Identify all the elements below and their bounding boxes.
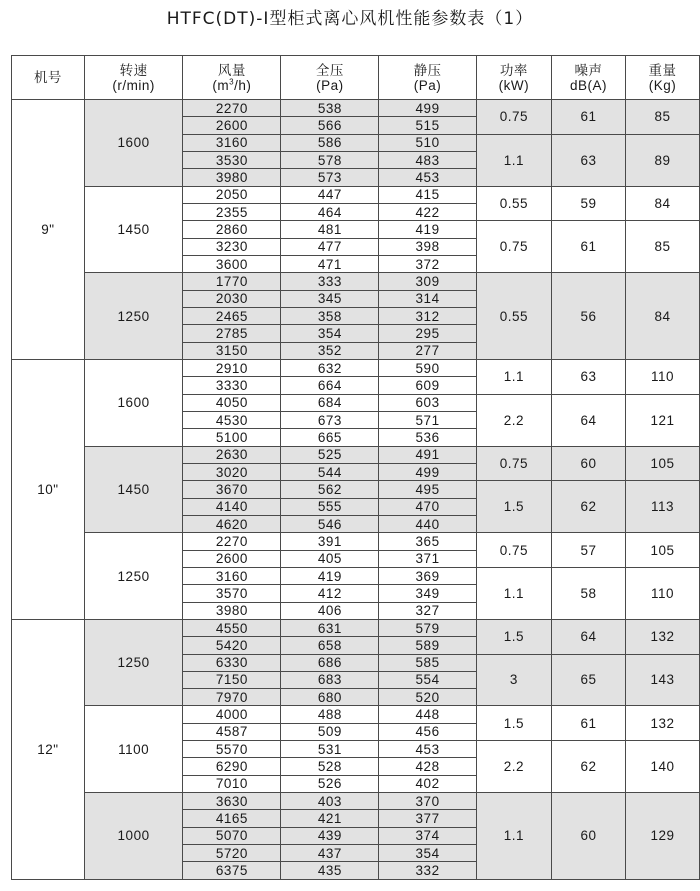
airflow-cell: 3330 bbox=[183, 377, 281, 394]
static-pressure-cell: 585 bbox=[379, 654, 477, 671]
airflow-cell: 3150 bbox=[183, 342, 281, 359]
total-pressure-cell: 531 bbox=[281, 741, 379, 758]
static-pressure-cell: 374 bbox=[379, 827, 477, 844]
power-cell: 0.75 bbox=[476, 221, 551, 273]
speed-cell: 1600 bbox=[84, 100, 182, 187]
airflow-cell: 2630 bbox=[183, 446, 281, 463]
airflow-cell: 3980 bbox=[183, 169, 281, 186]
header-weight: 重量 (Kg) bbox=[626, 56, 700, 100]
header-static-pressure: 静压 (Pa) bbox=[379, 56, 477, 100]
airflow-cell: 4530 bbox=[183, 411, 281, 428]
airflow-cell: 5070 bbox=[183, 827, 281, 844]
static-pressure-cell: 499 bbox=[379, 100, 477, 117]
airflow-cell: 2785 bbox=[183, 325, 281, 342]
static-pressure-cell: 453 bbox=[379, 741, 477, 758]
static-pressure-cell: 456 bbox=[379, 723, 477, 740]
airflow-cell: 2270 bbox=[183, 100, 281, 117]
power-cell: 1.1 bbox=[476, 567, 551, 619]
total-pressure-cell: 665 bbox=[281, 429, 379, 446]
noise-cell: 61 bbox=[551, 221, 625, 273]
airflow-cell: 3630 bbox=[183, 793, 281, 810]
total-pressure-cell: 471 bbox=[281, 255, 379, 272]
noise-cell: 61 bbox=[551, 706, 625, 741]
airflow-cell: 3600 bbox=[183, 255, 281, 272]
noise-cell: 64 bbox=[551, 619, 625, 654]
airflow-cell: 3570 bbox=[183, 585, 281, 602]
static-pressure-cell: 398 bbox=[379, 238, 477, 255]
airflow-cell: 4140 bbox=[183, 498, 281, 515]
static-pressure-cell: 402 bbox=[379, 775, 477, 792]
model-cell: 12" bbox=[12, 619, 85, 879]
static-pressure-cell: 491 bbox=[379, 446, 477, 463]
total-pressure-cell: 352 bbox=[281, 342, 379, 359]
static-pressure-cell: 609 bbox=[379, 377, 477, 394]
total-pressure-cell: 573 bbox=[281, 169, 379, 186]
total-pressure-cell: 673 bbox=[281, 411, 379, 428]
static-pressure-cell: 483 bbox=[379, 151, 477, 168]
power-cell: 2.2 bbox=[476, 394, 551, 446]
power-cell: 1.1 bbox=[476, 793, 551, 880]
table-row bbox=[12, 446, 700, 463]
static-pressure-cell: 590 bbox=[379, 359, 477, 376]
noise-cell: 60 bbox=[551, 793, 625, 880]
table-row bbox=[12, 793, 700, 810]
power-cell: 0.75 bbox=[476, 100, 551, 135]
total-pressure-cell: 686 bbox=[281, 654, 379, 671]
static-pressure-cell: 554 bbox=[379, 671, 477, 688]
total-pressure-cell: 406 bbox=[281, 602, 379, 619]
airflow-cell: 3530 bbox=[183, 151, 281, 168]
airflow-cell: 5570 bbox=[183, 741, 281, 758]
header-model: 机号 bbox=[12, 56, 85, 100]
noise-cell: 58 bbox=[551, 567, 625, 619]
static-pressure-cell: 515 bbox=[379, 117, 477, 134]
static-pressure-cell: 312 bbox=[379, 307, 477, 324]
total-pressure-cell: 555 bbox=[281, 498, 379, 515]
weight-cell: 85 bbox=[626, 221, 700, 273]
speed-cell: 1250 bbox=[84, 273, 182, 360]
static-pressure-cell: 520 bbox=[379, 689, 477, 706]
static-pressure-cell: 419 bbox=[379, 221, 477, 238]
total-pressure-cell: 403 bbox=[281, 793, 379, 810]
total-pressure-cell: 421 bbox=[281, 810, 379, 827]
static-pressure-cell: 589 bbox=[379, 637, 477, 654]
airflow-cell: 6375 bbox=[183, 862, 281, 879]
total-pressure-cell: 658 bbox=[281, 637, 379, 654]
airflow-cell: 4165 bbox=[183, 810, 281, 827]
noise-cell: 64 bbox=[551, 394, 625, 446]
total-pressure-cell: 526 bbox=[281, 775, 379, 792]
total-pressure-cell: 684 bbox=[281, 394, 379, 411]
airflow-cell: 3670 bbox=[183, 481, 281, 498]
weight-cell: 113 bbox=[626, 481, 700, 533]
total-pressure-cell: 631 bbox=[281, 619, 379, 636]
table-row bbox=[12, 273, 700, 290]
table-row bbox=[12, 706, 700, 723]
table-row bbox=[12, 100, 700, 117]
static-pressure-cell: 372 bbox=[379, 255, 477, 272]
airflow-cell: 2030 bbox=[183, 290, 281, 307]
airflow-cell: 6330 bbox=[183, 654, 281, 671]
total-pressure-cell: 354 bbox=[281, 325, 379, 342]
weight-cell: 105 bbox=[626, 533, 700, 568]
static-pressure-cell: 440 bbox=[379, 515, 477, 532]
static-pressure-cell: 370 bbox=[379, 793, 477, 810]
static-pressure-cell: 377 bbox=[379, 810, 477, 827]
airflow-cell: 7970 bbox=[183, 689, 281, 706]
airflow-cell: 6290 bbox=[183, 758, 281, 775]
total-pressure-cell: 528 bbox=[281, 758, 379, 775]
noise-cell: 60 bbox=[551, 446, 625, 481]
weight-cell: 105 bbox=[626, 446, 700, 481]
airflow-cell: 2355 bbox=[183, 203, 281, 220]
header-power: 功率 (kW) bbox=[476, 56, 551, 100]
airflow-cell: 5720 bbox=[183, 845, 281, 862]
total-pressure-cell: 546 bbox=[281, 515, 379, 532]
weight-cell: 84 bbox=[626, 273, 700, 360]
static-pressure-cell: 349 bbox=[379, 585, 477, 602]
noise-cell: 61 bbox=[551, 100, 625, 135]
static-pressure-cell: 415 bbox=[379, 186, 477, 203]
header-speed: 转速 (r/min) bbox=[84, 56, 182, 100]
total-pressure-cell: 405 bbox=[281, 550, 379, 567]
weight-cell: 84 bbox=[626, 186, 700, 221]
power-cell: 0.55 bbox=[476, 186, 551, 221]
total-pressure-cell: 683 bbox=[281, 671, 379, 688]
weight-cell: 110 bbox=[626, 567, 700, 619]
table-row bbox=[12, 186, 700, 203]
total-pressure-cell: 447 bbox=[281, 186, 379, 203]
airflow-cell: 2860 bbox=[183, 221, 281, 238]
total-pressure-cell: 586 bbox=[281, 134, 379, 151]
airflow-cell: 7150 bbox=[183, 671, 281, 688]
power-cell: 0.55 bbox=[476, 273, 551, 360]
power-cell: 1.5 bbox=[476, 706, 551, 741]
airflow-cell: 2600 bbox=[183, 117, 281, 134]
model-cell: 9" bbox=[12, 100, 85, 360]
static-pressure-cell: 536 bbox=[379, 429, 477, 446]
total-pressure-cell: 333 bbox=[281, 273, 379, 290]
airflow-cell: 1770 bbox=[183, 273, 281, 290]
weight-cell: 132 bbox=[626, 619, 700, 654]
power-cell: 1.1 bbox=[476, 134, 551, 186]
airflow-cell: 3980 bbox=[183, 602, 281, 619]
airflow-cell: 4000 bbox=[183, 706, 281, 723]
static-pressure-cell: 369 bbox=[379, 567, 477, 584]
total-pressure-cell: 680 bbox=[281, 689, 379, 706]
power-cell: 1.5 bbox=[476, 481, 551, 533]
power-cell: 2.2 bbox=[476, 741, 551, 793]
total-pressure-cell: 538 bbox=[281, 100, 379, 117]
speed-cell: 1000 bbox=[84, 793, 182, 880]
total-pressure-cell: 562 bbox=[281, 481, 379, 498]
noise-cell: 62 bbox=[551, 481, 625, 533]
airflow-cell: 2050 bbox=[183, 186, 281, 203]
static-pressure-cell: 470 bbox=[379, 498, 477, 515]
static-pressure-cell: 571 bbox=[379, 411, 477, 428]
total-pressure-cell: 464 bbox=[281, 203, 379, 220]
noise-cell: 63 bbox=[551, 359, 625, 394]
total-pressure-cell: 632 bbox=[281, 359, 379, 376]
power-cell: 1.1 bbox=[476, 359, 551, 394]
static-pressure-cell: 422 bbox=[379, 203, 477, 220]
airflow-cell: 3020 bbox=[183, 463, 281, 480]
static-pressure-cell: 453 bbox=[379, 169, 477, 186]
total-pressure-cell: 578 bbox=[281, 151, 379, 168]
weight-cell: 85 bbox=[626, 100, 700, 135]
total-pressure-cell: 439 bbox=[281, 827, 379, 844]
noise-cell: 56 bbox=[551, 273, 625, 360]
total-pressure-cell: 358 bbox=[281, 307, 379, 324]
airflow-cell: 3160 bbox=[183, 134, 281, 151]
noise-cell: 62 bbox=[551, 741, 625, 793]
speed-cell: 1600 bbox=[84, 359, 182, 446]
speed-cell: 1100 bbox=[84, 706, 182, 793]
page-title: HTFC(DT)-Ⅰ型柜式离心风机性能参数表（1） bbox=[166, 9, 534, 29]
table-row bbox=[12, 619, 700, 636]
weight-cell: 89 bbox=[626, 134, 700, 186]
static-pressure-cell: 295 bbox=[379, 325, 477, 342]
airflow-cell: 3230 bbox=[183, 238, 281, 255]
static-pressure-cell: 428 bbox=[379, 758, 477, 775]
static-pressure-cell: 510 bbox=[379, 134, 477, 151]
total-pressure-cell: 481 bbox=[281, 221, 379, 238]
static-pressure-cell: 309 bbox=[379, 273, 477, 290]
total-pressure-cell: 544 bbox=[281, 463, 379, 480]
airflow-cell: 4050 bbox=[183, 394, 281, 411]
power-cell: 0.75 bbox=[476, 533, 551, 568]
power-cell: 3 bbox=[476, 654, 551, 706]
static-pressure-cell: 277 bbox=[379, 342, 477, 359]
airflow-cell: 2910 bbox=[183, 359, 281, 376]
static-pressure-cell: 354 bbox=[379, 845, 477, 862]
airflow-cell: 4620 bbox=[183, 515, 281, 532]
total-pressure-cell: 566 bbox=[281, 117, 379, 134]
static-pressure-cell: 332 bbox=[379, 862, 477, 879]
weight-cell: 129 bbox=[626, 793, 700, 880]
table-header-row bbox=[12, 56, 700, 100]
noise-cell: 57 bbox=[551, 533, 625, 568]
static-pressure-cell: 365 bbox=[379, 533, 477, 550]
table-row bbox=[12, 533, 700, 550]
total-pressure-cell: 525 bbox=[281, 446, 379, 463]
total-pressure-cell: 419 bbox=[281, 567, 379, 584]
total-pressure-cell: 477 bbox=[281, 238, 379, 255]
static-pressure-cell: 371 bbox=[379, 550, 477, 567]
header-total-pressure: 全压 (Pa) bbox=[281, 56, 379, 100]
speed-cell: 1250 bbox=[84, 533, 182, 620]
model-cell: 10" bbox=[12, 359, 85, 619]
noise-cell: 63 bbox=[551, 134, 625, 186]
total-pressure-cell: 412 bbox=[281, 585, 379, 602]
total-pressure-cell: 435 bbox=[281, 862, 379, 879]
speed-cell: 1450 bbox=[84, 186, 182, 273]
airflow-cell: 4550 bbox=[183, 619, 281, 636]
static-pressure-cell: 579 bbox=[379, 619, 477, 636]
airflow-cell: 3160 bbox=[183, 567, 281, 584]
noise-cell: 65 bbox=[551, 654, 625, 706]
weight-cell: 132 bbox=[626, 706, 700, 741]
static-pressure-cell: 495 bbox=[379, 481, 477, 498]
table-row bbox=[12, 359, 700, 376]
header-noise: 噪声 dB(A) bbox=[551, 56, 625, 100]
total-pressure-cell: 345 bbox=[281, 290, 379, 307]
total-pressure-cell: 488 bbox=[281, 706, 379, 723]
power-cell: 1.5 bbox=[476, 619, 551, 654]
speed-cell: 1450 bbox=[84, 446, 182, 533]
airflow-cell: 2270 bbox=[183, 533, 281, 550]
static-pressure-cell: 499 bbox=[379, 463, 477, 480]
speed-cell: 1250 bbox=[84, 619, 182, 706]
airflow-cell: 5420 bbox=[183, 637, 281, 654]
weight-cell: 143 bbox=[626, 654, 700, 706]
airflow-cell: 2465 bbox=[183, 307, 281, 324]
total-pressure-cell: 391 bbox=[281, 533, 379, 550]
static-pressure-cell: 327 bbox=[379, 602, 477, 619]
power-cell: 0.75 bbox=[476, 446, 551, 481]
airflow-cell: 5100 bbox=[183, 429, 281, 446]
static-pressure-cell: 448 bbox=[379, 706, 477, 723]
static-pressure-cell: 314 bbox=[379, 290, 477, 307]
table-body bbox=[12, 100, 700, 880]
noise-cell: 59 bbox=[551, 186, 625, 221]
airflow-cell: 4587 bbox=[183, 723, 281, 740]
weight-cell: 121 bbox=[626, 394, 700, 446]
airflow-cell: 2600 bbox=[183, 550, 281, 567]
performance-table bbox=[11, 55, 700, 880]
weight-cell: 140 bbox=[626, 741, 700, 793]
total-pressure-cell: 664 bbox=[281, 377, 379, 394]
header-airflow: 风量 $(m^3/h)$ bbox=[183, 56, 281, 100]
static-pressure-cell: 603 bbox=[379, 394, 477, 411]
weight-cell: 110 bbox=[626, 359, 700, 394]
airflow-cell: 7010 bbox=[183, 775, 281, 792]
total-pressure-cell: 509 bbox=[281, 723, 379, 740]
total-pressure-cell: 437 bbox=[281, 845, 379, 862]
